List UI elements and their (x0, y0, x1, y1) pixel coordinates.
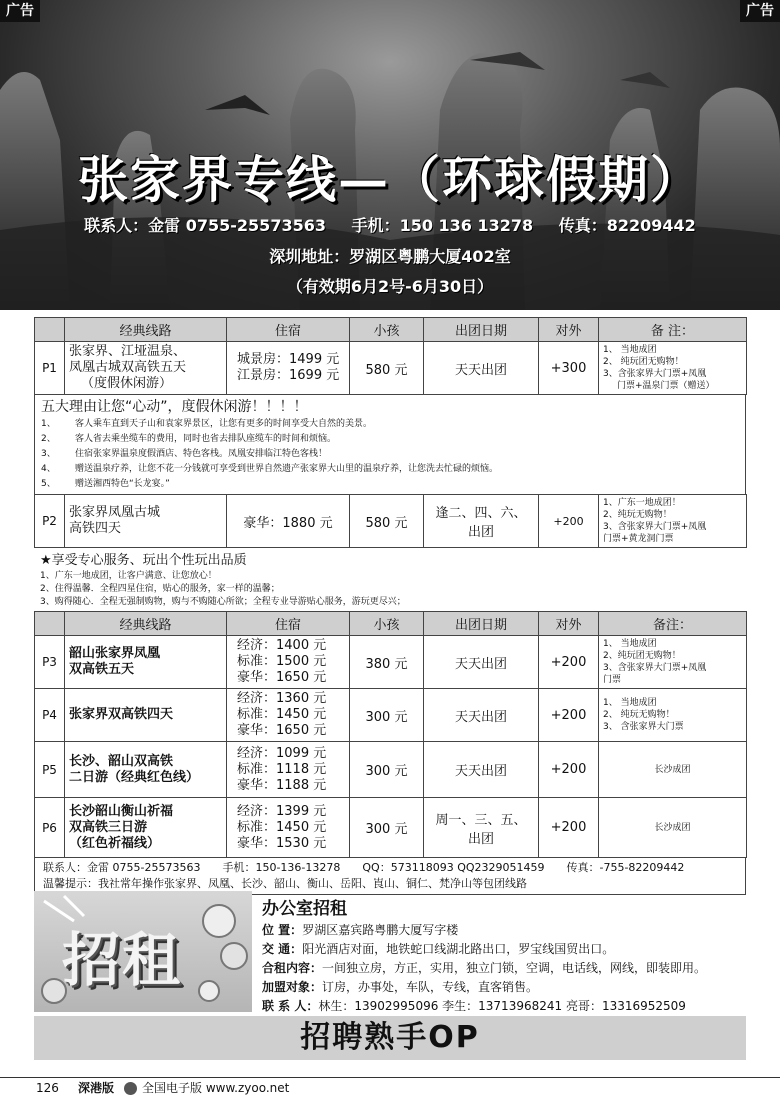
contact-fax: 传真：82209442 (558, 216, 696, 235)
reason-item: 2、 客人省去乘坐缆车的费用，同时也省去排队座缆车的时间和烦恼。 (41, 434, 337, 444)
recruit-banner: 招聘熟手OP (34, 1016, 746, 1060)
external-price: +200 (539, 742, 599, 798)
departure-date: 天天出团 (424, 689, 539, 742)
departure-date: 逢二、四、六、 出团 (424, 495, 539, 548)
child-price: 580 元 (350, 342, 424, 395)
contact-person: 联系人：金雷 0755-25573563 (84, 216, 326, 235)
ad-tag-left: 广告 (0, 0, 40, 22)
header-note: 备注： (599, 612, 747, 636)
table-header-row (35, 318, 747, 342)
rental-contact: 联 系 人：林生：13902995096 李生：13713968241 亮哥：13316952509 (262, 999, 686, 1013)
departure-date: 天天出团 (424, 636, 539, 689)
external-price: +200 (539, 798, 599, 858)
rental-art-text: 招租 (62, 926, 183, 994)
tour-table-2 (34, 494, 747, 548)
header-child: 小孩 (350, 318, 424, 342)
route-notes: 1、广东一地成团！ 2、纯玩无购物！ 3、含张家界大门票+凤凰 门票+黄龙洞门票 (599, 495, 747, 548)
reason-item: 3、 住宿张家界温泉度假酒店、特色客栈。凤凰安排临江特色客栈！ (41, 449, 328, 459)
rental-target: 加盟对象：订房，办事处，车队，专线，直客销售。 (262, 980, 539, 994)
header-date: 出团日期 (424, 612, 539, 636)
route-name: 长沙、韶山双高铁 二日游（经典红色线） (65, 742, 227, 798)
hero-title: 张家界专线—（环球假期） (78, 150, 702, 209)
route-name: 张家界双高铁四天 (65, 689, 227, 742)
stay-prices: 经济：1099 元 标准：1118 元 豪华：1188 元 (227, 742, 350, 798)
table-row-p3 (35, 636, 747, 689)
footer-fax: 传真：-755-82209442 (566, 861, 685, 874)
service-item: 3、购得随心．全程无强制购物，购与不购随心所欲；全程专业导游贴心服务，游玩更尽兴； (40, 597, 406, 607)
reason-item: 1、 客人乘车直到天子山和袁家界景区，让您有更多的时间享受大自然的美景。 (41, 419, 373, 429)
reasons-heading: 五大理由让您“心动”，度假休闲游！！！！ (41, 399, 308, 415)
rental-details (262, 897, 746, 1016)
service-item: 2、住得温馨．全程四星住宿，贴心的服务，家一样的温馨； (40, 584, 280, 594)
child-price: 300 元 (350, 798, 424, 858)
hero-banner (0, 0, 780, 310)
footer-mobile: 手机：150-136-13278 (222, 861, 341, 874)
hero-contact-line (0, 213, 780, 236)
header-external: 对外 (539, 612, 599, 636)
header-stay: 住宿 (227, 612, 350, 636)
external-price: +300 (539, 342, 599, 395)
service-heading: ★享受专心服务、玩出个性玩出品质 (40, 553, 247, 568)
service-item: 1、广东一地成团，让客户满意、让您放心！ (40, 571, 217, 581)
header-external: 对外 (539, 318, 599, 342)
page-footer (0, 1077, 780, 1100)
route-name: 张家界、江垭温泉、 凤凰古城双高铁五天 （度假休闲游） (65, 342, 227, 395)
external-price: +200 (539, 495, 599, 548)
departure-date: 天天出团 (424, 742, 539, 798)
route-name: 韶山张家界凤凰 双高铁五天 (65, 636, 227, 689)
office-rental-ad (34, 891, 746, 1012)
stay-prices: 经济：1399 元 标准：1450 元 豪华：1530 元 (227, 798, 350, 858)
table-header-row (35, 612, 747, 636)
hero-address: 深圳地址：罗湖区粤鹏大厦402室 (269, 247, 511, 266)
route-name: 张家界凤凰古城 高铁四天 (65, 495, 227, 548)
reason-item: 5、 赠送湘西特色“长龙宴。” (41, 479, 170, 489)
five-reasons-section (34, 395, 746, 494)
departure-date: 周一、三、五、 出团 (424, 798, 539, 858)
route-code: P6 (35, 798, 65, 858)
route-code: P1 (35, 342, 65, 395)
route-notes: 1、 当地成团 2、 纯玩无购物！ 3、 含张家界大门票 (599, 689, 747, 742)
footer-qq: QQ：573118093 QQ2329051459 (362, 861, 545, 874)
table-row-p5 (35, 742, 747, 798)
footer-contact-person: 联系人：金雷 0755-25573563 (43, 861, 201, 874)
route-name: 长沙韶山衡山祈福 双高铁三日游 （红色祈福线） (65, 798, 227, 858)
child-price: 300 元 (350, 689, 424, 742)
edition-label: 深港版 (78, 1081, 115, 1095)
footer-tip: 温馨提示：我社常年操作张家界、凤凰、长沙、韶山、衡山、岳阳、崀山、铜仁、梵净山等包团线路 (43, 877, 527, 890)
tour-listing (34, 317, 746, 895)
route-code: P2 (35, 495, 65, 548)
header-stay: 住宿 (227, 318, 350, 342)
table-row-p1 (35, 342, 747, 395)
external-price: +200 (539, 636, 599, 689)
child-price: 380 元 (350, 636, 424, 689)
header-date: 出团日期 (424, 318, 539, 342)
header-note: 备 注： (599, 318, 747, 342)
header-route: 经典线路 (65, 612, 227, 636)
ad-tag-right: 广告 (740, 0, 780, 22)
page-number: 126 (36, 1081, 59, 1095)
route-notes: 长沙成团 (599, 742, 747, 798)
tour-table-3 (34, 611, 747, 858)
table-row-p2 (35, 495, 747, 548)
external-price: +200 (539, 689, 599, 742)
rental-location: 位 置：罗湖区嘉宾路粤鹏大厦写字楼 (262, 923, 459, 937)
header-child: 小孩 (350, 612, 424, 636)
hero-validity: （有效期6月2号-6月30日） (286, 277, 494, 296)
header-route: 经典线路 (65, 318, 227, 342)
rental-detail: 合租内容：一间独立房，方正，实用，独立门锁，空调，电话线，网线，即装即用。 (262, 961, 707, 975)
departure-date: 天天出团 (424, 342, 539, 395)
route-notes: 1、 当地成团 2、 纯玩团无购物！ 3、含张家界大门票+凤凰 门票+温泉门票（赠送） (599, 342, 747, 395)
stay-prices: 经济：1400 元 标准：1500 元 豪华：1650 元 (227, 636, 350, 689)
route-code: P4 (35, 689, 65, 742)
stay-prices: 豪华：1880 元 (227, 495, 350, 548)
table-row-p4 (35, 689, 747, 742)
route-notes: 长沙成团 (599, 798, 747, 858)
rental-title: 办公室招租 (262, 899, 347, 919)
route-code: P3 (35, 636, 65, 689)
route-code: P5 (35, 742, 65, 798)
rental-transport: 交 通：阳光酒店对面，地铁蛇口线湖北路出口，罗宝线国贸出口。 (262, 942, 615, 956)
table-row-p6 (35, 798, 747, 858)
site-label[interactable]: 全国电子版 www.zyoo.net (142, 1081, 290, 1095)
child-price: 580 元 (350, 495, 424, 548)
reason-item: 4、 赠送温泉疗养，让您不花一分钱就可享受到世界自然遗产张家界大山里的温泉疗养，让您洗去忙碌的烦恼。 (41, 464, 499, 474)
edition-logo-icon (124, 1078, 137, 1098)
tour-table-1 (34, 317, 747, 395)
stay-prices: 城景房：1499 元 江景房：1699 元 (227, 342, 350, 395)
route-notes: 1、 当地成团 2、纯玩团无购物！ 3、含张家界大门票+凤凰 门票 (599, 636, 747, 689)
stay-prices: 经济：1360 元 标准：1450 元 豪华：1650 元 (227, 689, 350, 742)
rental-banner-image (34, 891, 252, 1012)
contact-mobile: 手机：150 136 13278 (351, 216, 534, 235)
footer-contact-box (34, 858, 746, 895)
service-quality-section (34, 548, 746, 611)
child-price: 300 元 (350, 742, 424, 798)
